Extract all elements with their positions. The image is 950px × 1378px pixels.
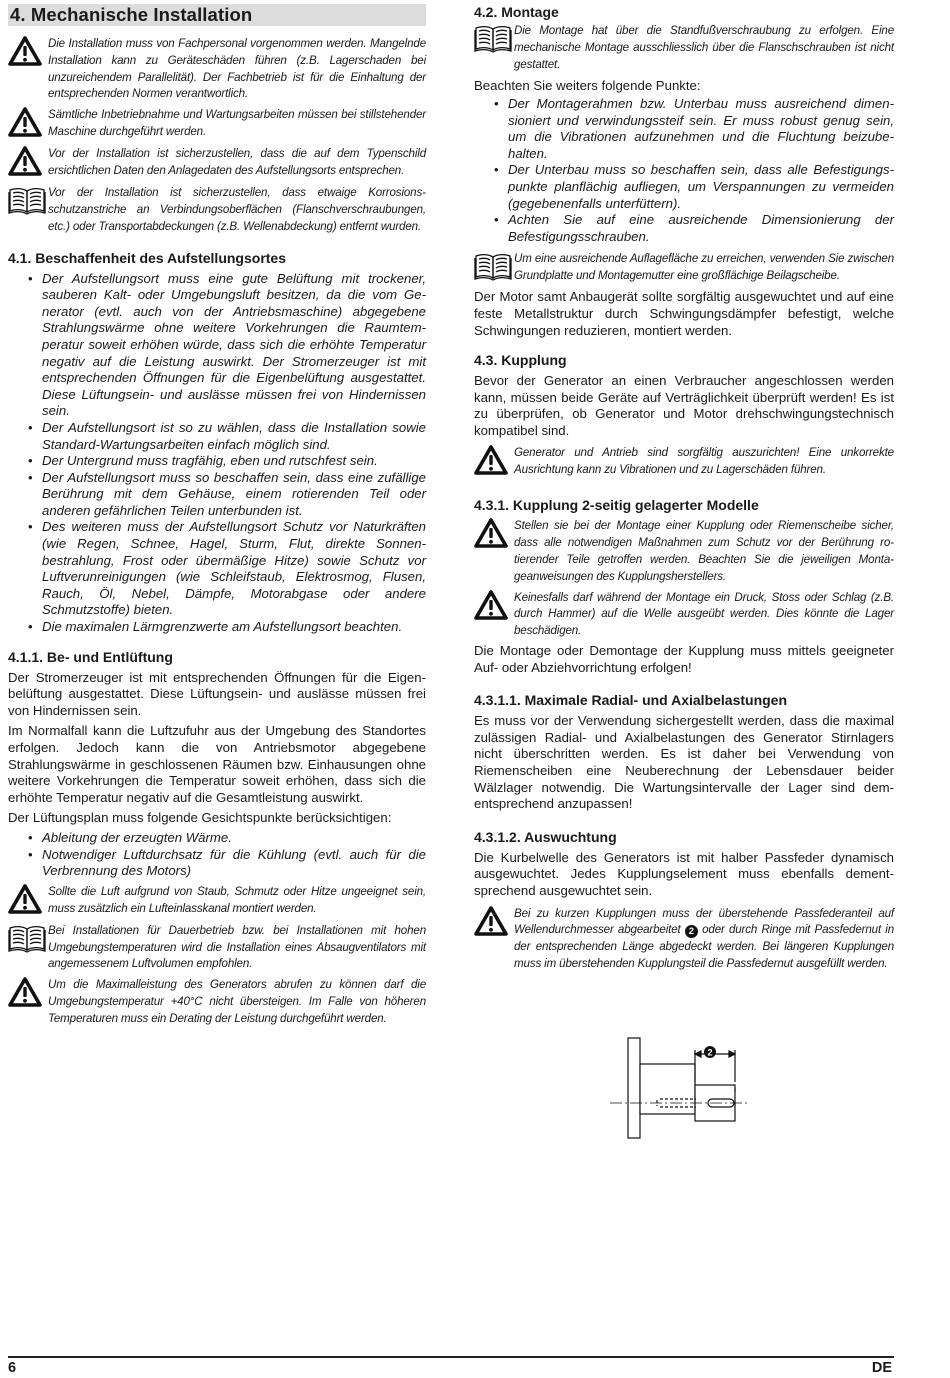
list-item: • Des weiteren muss der Aufstellungsort Schutz vor Naturkräften (wie Regen, Schnee, Hagel, Sturm, Flut, direkte Sonnenbestrahlung, Frost oder übermäßige Hitze) sowie Schutz vor Luftverunreinigungen (wie Schleifstaub, Elektrosmog, Flusen, Rauch, Öl, Nebel, Dämpfe, Motorabgase oder andere Schmutzstoffe) bieten.	[8, 519, 426, 619]
section-4-3-title: 4.3. Kupplung	[474, 352, 567, 369]
section-4-1-title: 4.1. Beschaffenheit des Aufstellungsortes	[8, 249, 286, 266]
note-text: Keinesfalls darf während der Montage ein Druck, Stoss oder Schlag (z.B. durch Hammer) auf die Welle ausgeübt werden. Dies könnte die Lager beschädigen.	[514, 590, 894, 638]
shaft-keyway-diagram	[600, 1030, 760, 1140]
note-text: Vor der Installation ist sicherzustellen, dass die auf dem Typenschild ersichtlichen Daten den Anlagedaten des Aufstellungsorts entsprechen.	[48, 147, 426, 177]
flange-plate	[628, 1038, 640, 1138]
list-item: • Der Aufstellungsort ist so zu wählen, dass die Installation sowie Standard-Wartungsarbeiten einfach möglich sind.	[8, 420, 426, 453]
note-text: Um die Maximalleistung des Generators abrufen zu können darf die Umgebungstemperatur +40°C nicht übersteigen. Im Falle von höheren Temperaturen muss ein Derating der Leistung durchgeführt werden.	[48, 978, 426, 1025]
note-text: Stellen sie bei der Montage einer Kupplung oder Riemenscheibe sicher, dass alle notwendigen Maßnahmen zum Schutz vor der Berührung rotierender Teile getroffen werden. Beachten Sie die jeweiligen Montageanweisungen des Kupplungsherstellers.	[514, 519, 894, 583]
manual-book-icon	[474, 23, 514, 58]
page-number: 6	[8, 1360, 17, 1376]
note-warning	[8, 107, 426, 142]
list-item: • Der Unterbau muss so beschaffen sein, dass alle Befestigungspunkte planflächig aufliegen, um Verspannungen zu vermeiden (gegebenenfalls unterfüttern).	[474, 162, 894, 212]
section-4-2-list	[474, 96, 894, 245]
section-4-1-1-title: 4.1.1. Be- und Entlüftung	[8, 648, 173, 665]
note-text	[514, 906, 894, 973]
section-4-3-1-2	[474, 829, 894, 973]
left-notes-top	[8, 36, 426, 236]
callout-number-badge: 2	[685, 925, 698, 938]
paragraph: Der Lüftungsplan muss folgende Gesichtspunkte berücksichtigen:	[8, 810, 392, 826]
note-warning	[8, 36, 426, 103]
note-text: Die Montage hat über die Standfußverschraubung zu erfolgen. Eine mechanische Montage ausschliesslich über die Flanschschrauben ist nicht gestattet.	[514, 24, 894, 71]
section-4-2-title: 4.2. Montage	[474, 4, 559, 20]
manual-book-svg	[8, 923, 46, 953]
note-text: Sämtliche Inbetriebnahme und Wartungsarbeiten müssen bei stillstehender Maschine durchgeführt werden.	[48, 108, 426, 138]
warning-triangle-svg	[8, 36, 42, 66]
warning-triangle-icon	[8, 884, 48, 919]
note-text: Generator und Antrieb sind sorgfältig auszurichten! Eine unkorrekte Ausrichtung kann zu Vibrationen und zu Lagerschäden führen.	[514, 446, 894, 477]
warning-triangle-icon	[474, 590, 514, 625]
note-manual	[8, 923, 426, 973]
manual-book-icon	[8, 185, 48, 220]
list-item: • Der Aufstellungsort muss eine gute Belüftung mit trockener, sauberen Kalt- oder Umgebungsluft besitzen, da die vom Generator (evtl. auch von der Antriebsmaschine) abgegebene Strahlungswärme ohne weitere Vorkehrungen die Raumtemperatur soweit erhöhen würde, dass sich die erhöhte Temperatur negativ auf die Leistung auswirkt. Der Stromerzeuger ist mit entsprechenden Öffnungen für die Eigenbelüftung ausgestattet. Diese Lüftungsein- und auslässe müssen frei von Hindernissen sein.	[8, 271, 426, 420]
note-text: Sollte die Luft aufgrund von Staub, Schmutz oder Hitze ungeeignet sein, muss zusätzlich ein Lufteinlasskanal montiert werden.	[48, 884, 426, 915]
list-item: • Der Untergrund muss tragfähig, eben und rutschfest sein.	[8, 453, 426, 470]
section-4-2	[474, 4, 894, 339]
warning-triangle-svg	[8, 146, 42, 176]
note-manual	[474, 23, 894, 73]
dimension-arrow-right	[729, 1051, 735, 1057]
note-manual	[8, 185, 426, 235]
paragraph: Der Stromerzeuger ist mit entsprechenden Öffnungen für die Eigenbelüftung ausgestattet. Diese Lüftungsein- und auslässe müssen frei von Hindernissen sein.	[8, 669, 426, 718]
warning-triangle-svg	[8, 977, 42, 1007]
list-item: • Die maximalen Lärmgrenzwerte am Aufstellungsort beachten.	[8, 619, 426, 636]
manual-book-svg	[474, 251, 512, 281]
section-4-3-1-1	[474, 692, 894, 813]
warning-triangle-svg	[474, 590, 508, 620]
note-warning	[474, 445, 894, 480]
paragraph: Der Motor samt Anbaugerät sollte sorgfältig ausgewuchtet und auf eine feste Metallstruktur durch Schwingungsdämpfer befestigt, welche Schwingungen reduzieren, montiert werden.	[474, 289, 894, 338]
note-warning	[474, 518, 894, 585]
list-item: • Notwendiger Luftdurchsatz für die Kühlung (evtl. auch für die Verbrennung des Motors)	[8, 847, 426, 880]
section-4-3-1-title: 4.3.1. Kupplung 2-seitig gelagerter Modelle	[474, 497, 759, 514]
note-warning	[8, 146, 426, 181]
warning-triangle-svg	[474, 518, 508, 548]
note-warning	[474, 906, 894, 973]
note-text: Um eine ausreichende Auflagefläche zu erreichen, verwenden Sie zwischen Grundplatte und Montagemutter eine großflächige Beilagscheibe.	[514, 252, 894, 283]
manual-book-svg	[8, 185, 46, 215]
note-warning	[8, 977, 426, 1027]
left-column	[8, 0, 426, 1028]
section-4-3-1-1-title: 4.3.1.1. Maximale Radial- und Axialbelastungen	[474, 692, 788, 709]
paragraph: Die Kurbelwelle des Generators ist mit halber Passfeder dynamisch ausgewuchtet. Jedes Kupplungselement muss ebenfalls dementsprechend ausgewuchtet sein.	[474, 849, 894, 898]
warning-triangle-icon	[474, 518, 514, 553]
warning-triangle-icon	[474, 445, 514, 480]
note-text: Vor der Installation ist sicherzustellen, dass etwaige Korrosionsschutzanstriche an Verbindungsoberflächen (Flanschverschraubungen, etc.) oder Transportabdeckungen (z.B. Wellenabdeckung) entfernt wurden.	[48, 186, 426, 233]
manual-book-svg	[474, 23, 512, 53]
section-4-1-list	[8, 271, 426, 636]
list-item: • Ableitung der erzeugten Wärme.	[8, 830, 426, 847]
warning-triangle-icon	[8, 977, 48, 1012]
warning-triangle-icon	[474, 906, 514, 941]
chapter-title: 4. Mechanische Installation	[8, 4, 426, 26]
section-4-3-1	[474, 497, 894, 676]
language-code: DE	[871, 1360, 892, 1376]
warning-triangle-svg	[474, 445, 508, 475]
section-4-1-1-list	[8, 830, 426, 880]
note-warning	[474, 590, 894, 640]
section-4-3-1-2-title: 4.3.1.2. Auswuchtung	[474, 828, 617, 845]
section-4-3	[474, 352, 894, 480]
note-text: Bei Installationen für Dauerbetrieb bzw. bei Installationen mit hohen Umgebungstemperaturen wird die Installation eines Absaugventilators mit angemessenem Luftvolumen empfohlen.	[48, 923, 426, 971]
right-column	[474, 0, 894, 973]
warning-triangle-icon	[8, 107, 48, 142]
manual-book-icon	[8, 923, 48, 958]
paragraph: Im Normalfall kann die Luftzufuhr aus der Umgebung des Standortes erfolgen. Jedoch kann die von Antriebsmotor abgegebene Strahlungswärme in geschlossenen Räumen bzw. Einhausungen ohne weitere Vorkehrungen die Temperatur soweit erhöhen, dass sich die erhöhte Temperatur negativ auf die Gesamtleistung auswirkt.	[8, 723, 426, 805]
note-manual	[474, 251, 894, 286]
manual-book-icon	[474, 251, 514, 286]
section-4-1-1	[8, 649, 426, 1028]
paragraph: Beachten Sie weiters folgende Punkte:	[474, 78, 701, 94]
paragraph: Die Montage oder Demontage der Kupplung muss mittels geeigneter Auf- oder Abziehvorrichtung erfolgen!	[474, 643, 894, 675]
footer-rule	[8, 1356, 894, 1358]
warning-triangle-icon	[8, 36, 48, 71]
section-4-1-1-notes	[8, 884, 426, 1028]
list-item: • Der Montagerahmen bzw. Unterbau muss ausreichend dimensioniert und verwindungssteif sein. Er muss robust genug sein, um die Vibrationen aufzunehmen und die Fluchtung beizubehalten.	[474, 96, 894, 162]
diagram-callout-label: 2	[707, 1047, 713, 1058]
paragraph: Bevor der Generator an einen Verbraucher angeschlossen werden kann, müssen beide Geräte auf Verträglichkeit überprüft werden! Es ist zu überprüfen, ob Generator und Motor drehschwingungstechnisch kompatibel sind.	[474, 373, 894, 438]
list-item: • Der Aufstellungsort muss so beschaffen sein, dass eine zufällige Berührung mit dem Gehäuse, einem rotierenden Teil oder anderen gefährlichen Teilen unterbunden ist.	[8, 470, 426, 520]
note-warning	[8, 884, 426, 919]
note-text-part-a: Bei zu kurzen Kupplungen muss der überstehende Passfederanteil auf Wellendurchmesser abgearbeitet	[514, 906, 894, 937]
warning-triangle-svg	[8, 107, 42, 137]
note-text-part-b: oder durch Ringe mit Passfedernut in der entsprechenden Länge abgedeckt werden. Bei längeren Kupplungen muss im überstehenden Kupplungsteil die Passfedernut ausgefüllt werden.	[514, 923, 894, 970]
dimension-arrow-left	[695, 1051, 701, 1057]
note-text: Die Installation muss von Fachpersonal vorgenommen werden. Mangelnde Installation kann zu Geräteschäden führen (z.B. Lagerschaden bei unzureichendem Parallelität). Der Fachbetrieb ist für die Einhaltung der entsprechenden Normen verantwortlich.	[48, 37, 426, 101]
warning-triangle-icon	[8, 146, 48, 181]
list-item: • Achten Sie auf eine ausreichende Dimensionierung der Befestigungsschrauben.	[474, 212, 894, 245]
warning-triangle-svg	[474, 906, 508, 936]
warning-triangle-svg	[8, 884, 42, 914]
paragraph: Es muss vor der Verwendung sichergestellt werden, dass die maximal zulässigen Radial- und Axialbelastungen des Generator Stirnlagers nicht überschritten werden. Es ist daher bei Verwendung von Riemenscheiben eine Neuberechnung der Lebensdauer beider Wälzlager notwendig. Die Wartungsintervalle der Lager sind dementsprechend anzupassen!	[474, 713, 894, 812]
section-4-1	[8, 250, 426, 636]
